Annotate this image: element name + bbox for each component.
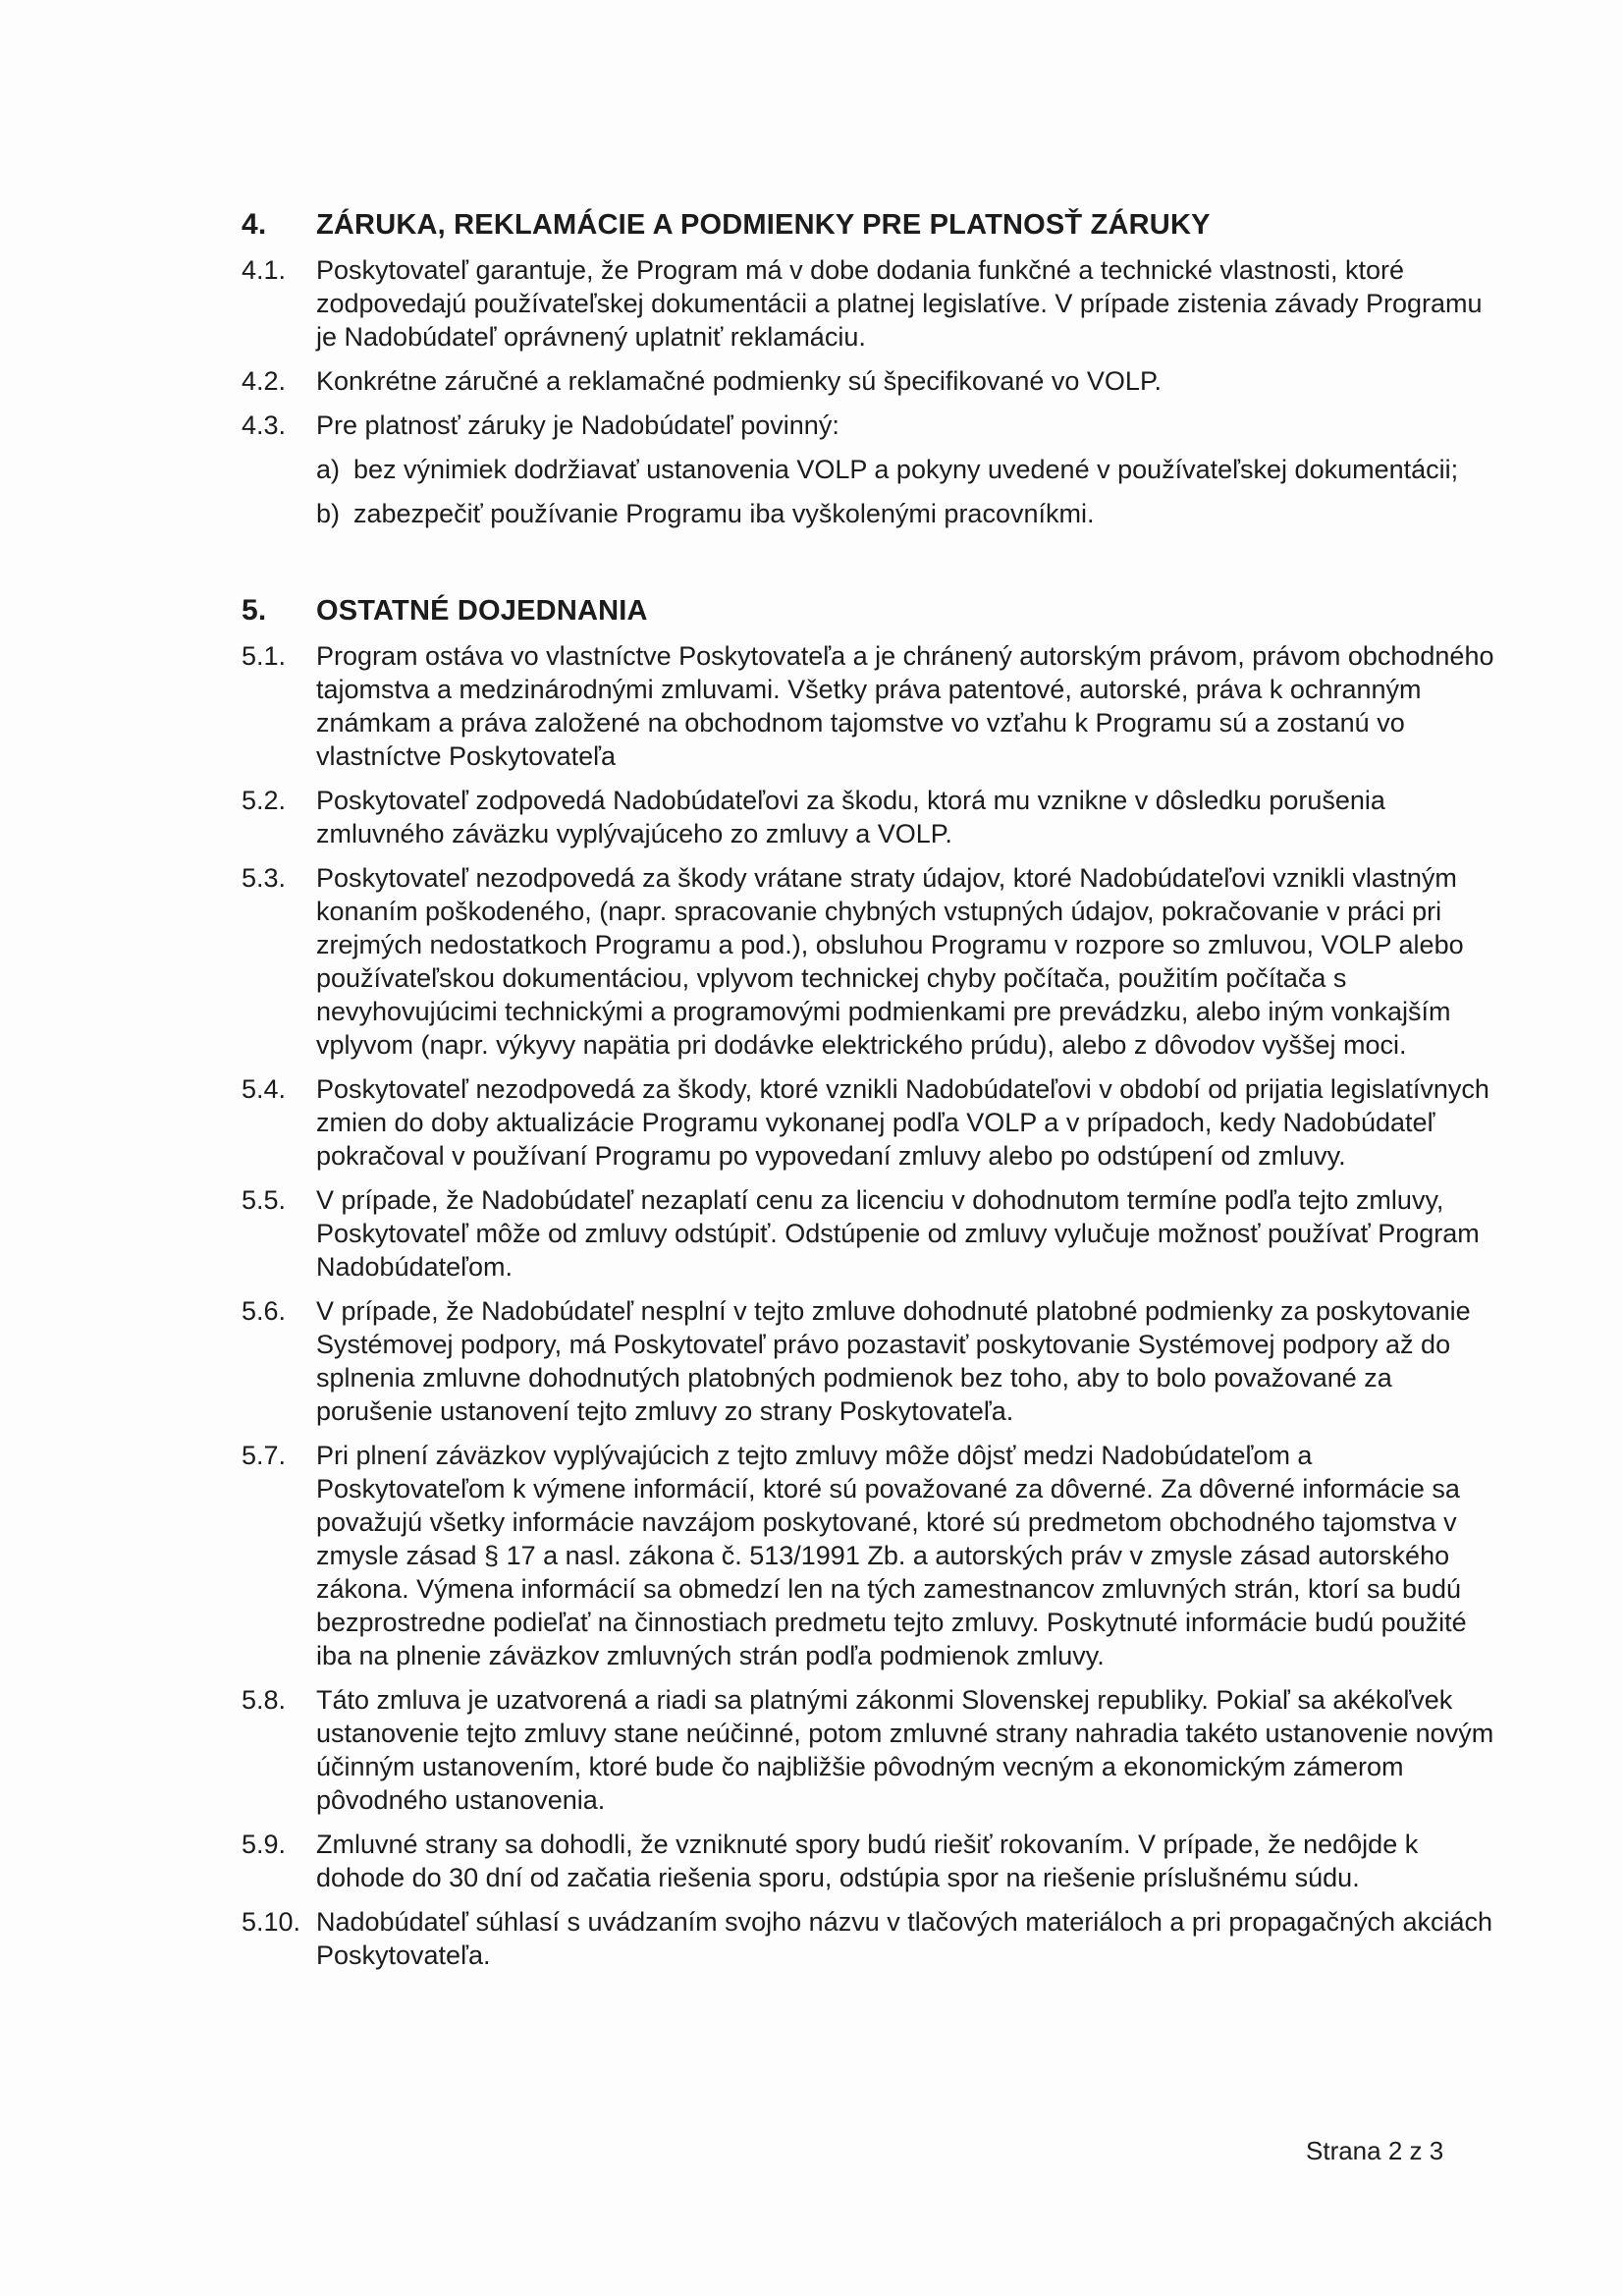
clause-number: 5.9. xyxy=(242,1830,287,1859)
list-item-text: zabezpečiť používanie Programu iba vyškolenými pracovníkmi. xyxy=(353,499,1095,528)
clause-5-7 xyxy=(242,1439,1508,1672)
clause-5-3 xyxy=(242,861,1508,1062)
list-item-mark: a) xyxy=(316,455,341,484)
clause-5-1 xyxy=(242,639,1508,773)
section-title: ZÁRUKA, REKLAMÁCIE A PODMIENKY PRE PLATNOSŤ ZÁRUKY xyxy=(316,209,1211,241)
list-item-text: bez výnimiek dodržiavať ustanovenia VOLP a pokyny uvedené v používateľskej dokumentácii; xyxy=(353,455,1459,484)
section-number: 4. xyxy=(242,208,267,241)
clause-number: 5.1. xyxy=(242,641,287,671)
section-title: OSTATNÉ DOJEDNANIA xyxy=(316,595,648,627)
clause-4-3 xyxy=(242,409,1508,442)
clause-text: Táto zmluva je uzatvorená a riadi sa platnými zákonmi Slovenskej republiky. Pokiaľ sa akékoľvek ustanovenie tejto zmluvy stane neúčinné, potom zmluvné strany nahradia takéto ustanovenie novým účinným ustanovením, ktoré bude čo najbližšie pôvodným vecným a ekonomickým zámerom pôvodného ustanovenia. xyxy=(316,1685,1494,1815)
section-heading-4 xyxy=(242,208,1508,242)
list-item-b xyxy=(316,497,1508,530)
clause-number: 5.10. xyxy=(242,1907,301,1937)
clause-number: 4.3. xyxy=(242,410,287,440)
clause-number: 5.2. xyxy=(242,786,287,815)
section-number: 5. xyxy=(242,594,267,627)
page-number: Strana 2 z 3 xyxy=(1306,2136,1444,2165)
clause-text: V prípade, že Nadobúdateľ nezaplatí cenu za licenciu v dohodnutom termíne podľa tejto zmluvy, Poskytovateľ môže od zmluvy odstúpiť. Odstúpenie od zmluvy vylučuje možnosť používať Program Nadobúdateľom. xyxy=(316,1185,1480,1282)
list-item-mark: b) xyxy=(316,499,341,528)
clause-number: 5.8. xyxy=(242,1685,287,1715)
section-gap xyxy=(242,541,1508,578)
clause-text: Pri plnení záväzkov vyplývajúcich z tejto zmluvy môže dôjsť medzi Nadobúdateľom a Poskytovateľom k výmene informácií, ktoré sú považované za dôverné. Za dôverné informácie sa považujú všetky informácie navzájom poskytované, ktoré sú predmetom obchodného tajomstva v zmysle zásad § 17 a nasl. zákona č. 513/1991 Zb. a autorských práv v zmysle zásad autorského zákona. Výmena informácií sa obmedzí len na tých zamestnancov zmluvných strán, ktorí sa budú bezprostredne podieľať na činnostiach predmetu tejto zmluvy. Poskytnuté informácie budú použité iba na plnenie záväzkov zmluvných strán podľa podmienok zmluvy. xyxy=(316,1441,1467,1670)
clause-5-10 xyxy=(242,1905,1508,1972)
clause-text: Poskytovateľ zodpovedá Nadobúdateľovi za škodu, ktorá mu vznikne v dôsledku porušenia zmluvného záväzku vyplývajúceho zo zmluvy a VOLP. xyxy=(316,786,1385,848)
clause-4-1 xyxy=(242,253,1508,354)
clause-text: Nadobúdateľ súhlasí s uvádzaním svojho názvu v tlačových materiáloch a pri propagačných akciách Poskytovateľa. xyxy=(316,1907,1493,1970)
clause-number: 5.6. xyxy=(242,1296,287,1326)
clause-number: 4.1. xyxy=(242,255,287,285)
clause-number: 4.2. xyxy=(242,366,287,396)
clause-number: 5.4. xyxy=(242,1074,287,1104)
clause-5-2 xyxy=(242,784,1508,850)
document-body xyxy=(242,192,1508,1983)
clause-number: 5.7. xyxy=(242,1441,287,1470)
clause-text: Konkrétne záručné a reklamačné podmienky sú špecifikované vo VOLP. xyxy=(316,366,1162,396)
clause-5-5 xyxy=(242,1183,1508,1284)
clause-text: Zmluvné strany sa dohodli, že vzniknuté spory budú riešiť rokovaním. V prípade, že nedôjde k dohode do 30 dní od začatia riešenia sporu, odstúpia spor na riešenie príslušnému súdu. xyxy=(316,1830,1419,1892)
clause-5-6 xyxy=(242,1294,1508,1428)
clause-5-8 xyxy=(242,1683,1508,1817)
clause-text: Program ostáva vo vlastníctve Poskytovateľa a je chránený autorským právom, právom obchodného tajomstva a medzinárodnými zmluvami. Všetky práva patentové, autorské, práva k ochranným známkam a práva založené na obchodnom tajomstve vo vzťahu k Programu sú a zostanú vo vlastníctve Poskytovateľa xyxy=(316,641,1494,771)
clause-text: Pre platnosť záruky je Nadobúdateľ povinný: xyxy=(316,410,839,440)
clause-5-9 xyxy=(242,1828,1508,1894)
clause-number: 5.3. xyxy=(242,863,287,893)
section-heading-5 xyxy=(242,594,1508,628)
clause-text: Poskytovateľ nezodpovedá za škody, ktoré vznikli Nadobúdateľovi v období od prijatia legislatívnych zmien do doby aktualizácie Programu vykonanej podľa VOLP a v prípadoch, kedy Nadobúdateľ pokračoval v používaní Programu po vypovedaní zmluvy alebo po odstúpení od zmluvy. xyxy=(316,1074,1489,1171)
list-item-a xyxy=(316,453,1508,486)
clause-5-4 xyxy=(242,1072,1508,1173)
clause-4-2 xyxy=(242,364,1508,398)
clause-number: 5.5. xyxy=(242,1185,287,1215)
clause-text: V prípade, že Nadobúdateľ nesplní v tejto zmluve dohodnuté platobné podmienky za poskytovanie Systémovej podpory, má Poskytovateľ právo pozastaviť poskytovanie Systémovej podpory až do splnenia zmluvne dohodnutých platobných podmienok bez toho, aby to bolo považované za porušenie ustanovení tejto zmluvy zo strany Poskytovateľa. xyxy=(316,1296,1471,1426)
clause-text: Poskytovateľ garantuje, že Program má v dobe dodania funkčné a technické vlastnosti, ktoré zodpovedajú používateľskej dokumentácii a platnej legislatíve. V prípade zistenia závady Programu je Nadobúdateľ oprávnený uplatniť reklamáciu. xyxy=(316,255,1483,352)
clause-text: Poskytovateľ nezodpovedá za škody vrátane straty údajov, ktoré Nadobúdateľovi vznikli vlastným konaním poškodeného, (napr. spracovanie chybných vstupných údajov, pokračovanie v práci pri zrejmých nedostatkoch Programu a pod.), obsluhou Programu v rozpore so zmluvou, VOLP alebo používateľskou dokumentáciou, vplyvom technickej chyby počítača, použitím počítača s nevyhovujúcimi technickými a programovými podmienkami pre prevádzku, alebo iným vonkajším vplyvom (napr. výkyvy napätia pri dodávke elektrického prúdu), alebo z dôvodov vyššej moci. xyxy=(316,863,1464,1060)
